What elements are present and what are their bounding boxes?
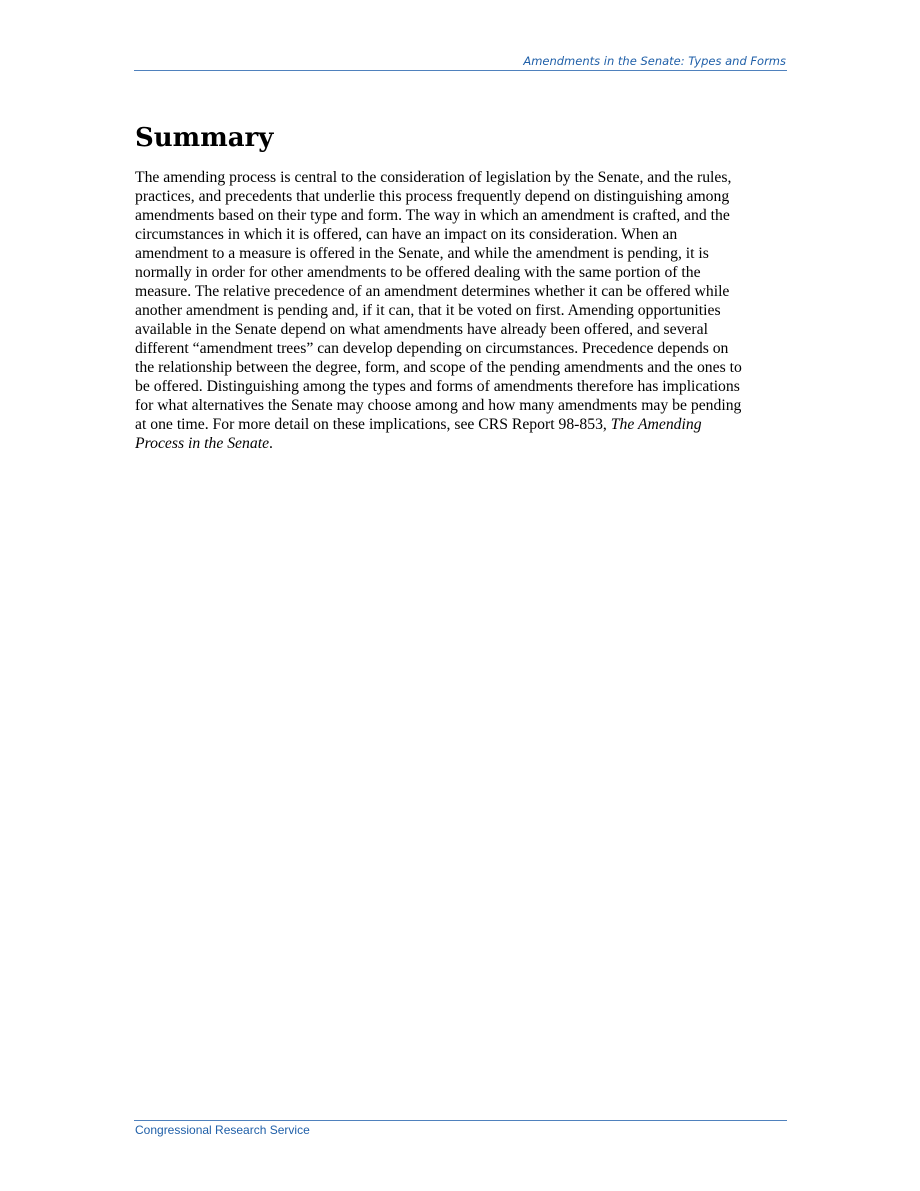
- paragraph-line: the relationship between the degree, form, and scope of the pending amendments and the ones to: [135, 359, 742, 376]
- paragraph-line: be offered. Distinguishing among the types and forms of amendments therefore has implications: [135, 378, 740, 395]
- paragraph-line-final: [135, 434, 790, 453]
- paragraph-line: amendments based on their type and form. The way in which an amendment is crafted, and the: [135, 207, 730, 224]
- section-title: Summary: [135, 123, 274, 153]
- paragraph-line: practices, and precedents that underlie this process frequently depend on distinguishing among: [135, 188, 730, 205]
- paragraph-line: for what alternatives the Senate may choose among and how many amendments may be pending: [135, 397, 742, 414]
- paragraph-line: another amendment is pending and, if it can, that it be voted on first. Amending opportunities: [135, 302, 721, 319]
- citation-lead-in: at one time. For more detail on these implications, see CRS Report 98-853,: [135, 416, 611, 433]
- paragraph-line: amendment to a measure is offered in the Senate, and while the amendment is pending, it is: [135, 245, 709, 262]
- paragraph-line: available in the Senate depend on what amendments have already been offered, and several: [135, 321, 708, 338]
- paragraph-line: normally in order for other amendments to be offered dealing with the same portion of the: [135, 264, 701, 281]
- report-title-part1: The Amending: [610, 416, 702, 433]
- closing-punctuation: .: [269, 435, 273, 452]
- paragraph-line: circumstances in which it is offered, can have an impact on its consideration. When an: [135, 226, 678, 243]
- paragraph-line: measure. The relative precedence of an amendment determines whether it can be offered while: [135, 283, 730, 300]
- footer-org: Congressional Research Service: [135, 1123, 310, 1137]
- running-header-title: Amendments in the Senate: Types and Forms: [523, 54, 786, 68]
- summary-paragraph: [135, 168, 790, 453]
- paragraph-line-with-citation: [135, 415, 790, 434]
- running-header: [134, 54, 787, 71]
- paragraph-line: different “amendment trees” can develop depending on circumstances. Precedence depends on: [135, 340, 729, 357]
- report-title-part2: Process in the Senate: [135, 435, 270, 452]
- paragraph-line: The amending process is central to the consideration of legislation by the Senate, and the rules,: [135, 169, 732, 186]
- footer-rule: [134, 1120, 787, 1121]
